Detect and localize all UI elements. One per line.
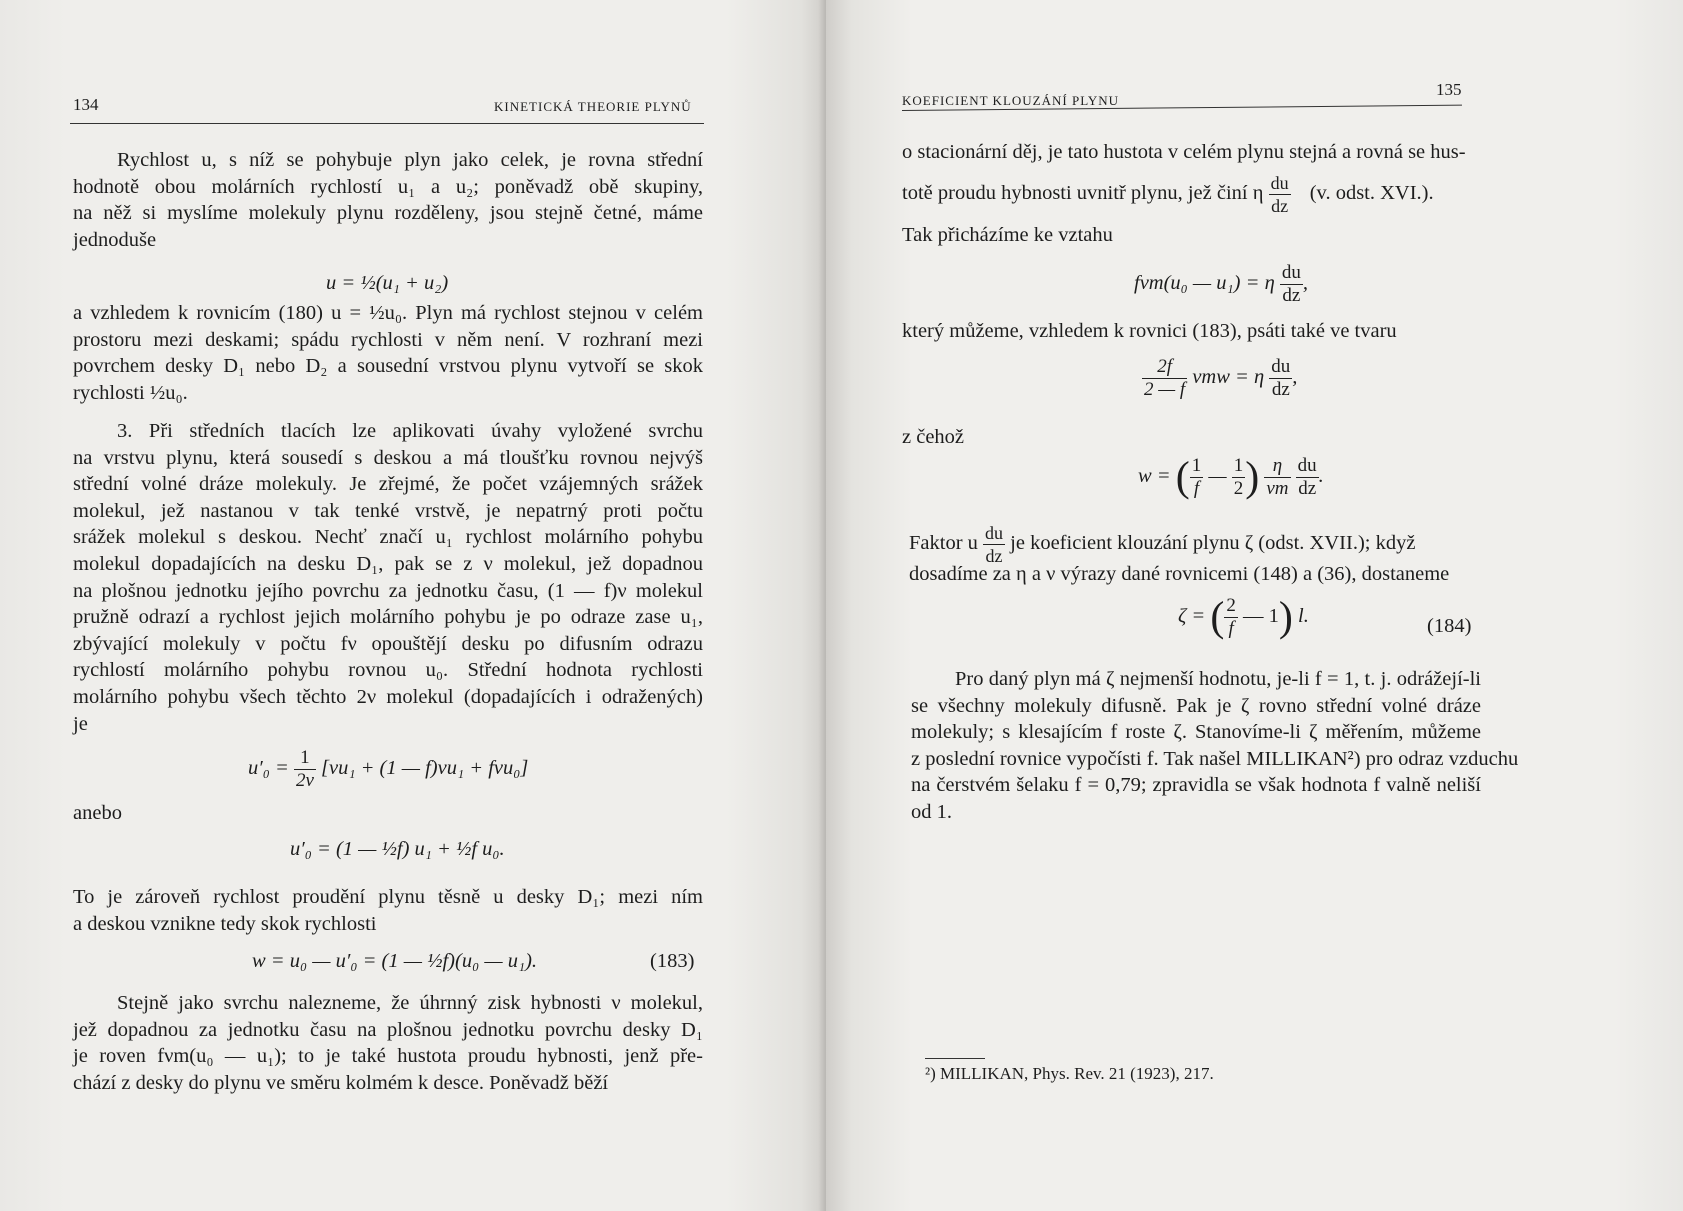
text-line: Stejně jako svrchu nalezneme, že úhrnný zisk hybnosti ν molekul, [117, 992, 703, 1014]
paragraph-velocity-jump [73, 300, 703, 406]
page-number-right: 135 [1436, 80, 1462, 99]
r-line-1: o stacionární děj, je tato hustota v celém plynu stejná a rovná se hus- [902, 141, 1466, 163]
text-line: chází z desky do plynu ve směru kolmém k desce. Poněvadž běží [73, 1071, 609, 1094]
footnote-rule [925, 1058, 985, 1059]
paragraph-3-middle-pressures [73, 418, 703, 737]
text-line: na něž si myslíme molekuly plynu rozděleny, jsou stejně četné, máme [73, 202, 703, 225]
anebo-label: anebo [73, 802, 122, 824]
equation-momentum-flux: fνm(u₀ — u₁) = η $\frac{du}{dz}$ , [1134, 262, 1308, 306]
text-line: rychlosti ½u₀. [73, 381, 188, 404]
page-number-left: 134 [73, 95, 99, 114]
running-head-left: KINETICKÁ THEORIE PLYNŮ [494, 99, 692, 114]
equation-zeta: ζ = ( $\frac{2}{f}$ — 1) l. [1178, 594, 1309, 641]
equation-w-solution: w = ( $\frac{1}{f}$ — $\frac{1}{2}$ ) $\frac{\eta}{\nu m}$ $\frac{du}{dz}$ . [1138, 454, 1324, 501]
left-page [0, 0, 826, 1211]
header-rule-left [70, 123, 704, 124]
paragraph-velocity-jump-2 [73, 884, 703, 937]
text-line: z poslední rovnice vypočísti f. Tak našel MILLIKAN²) pro odraz vzduchu [911, 747, 1519, 770]
equation-number-183: (183) [650, 950, 695, 972]
text-line: od 1. [911, 800, 952, 823]
text-line: Pro daný plyn má ζ nejmenší hodnotu, je-li f = 1, t. j. odrážejí-li [955, 668, 1481, 690]
paragraph-momentum [73, 990, 703, 1096]
text-line: je [73, 712, 88, 735]
equation-w: w = u₀ — u′₀ = (1 — ½f)(u₀ — u₁). [252, 950, 538, 972]
equation-u0-prime: u′₀ = $\frac{1}{2\nu}$ [νu₁ + (1 — f)νu₁ + fνu₀] [248, 747, 529, 791]
text-line: molekuly; s klesajícím f roste ζ. Stanovíme-li ζ měřením, můžeme [911, 721, 1481, 744]
text-line: a deskou vznikne tedy skok rychlosti [73, 912, 377, 935]
text-line: rychlostí molárního pohybu rovnou u₀. Střední hodnota rychlosti [73, 659, 703, 682]
text-line: To je zároveň rychlost proudění plynu těsně u desky D₁; mezi ním [73, 886, 703, 908]
text-line: jež dopadnou za jednotku času na plošnou jednotku povrchu desky D₁ [73, 1018, 703, 1041]
r-line-2: totě proudu hybnosti uvnitř plynu, jež činí η $\frac{du}{dz}$ (v. odst. XVI.). [902, 173, 1434, 216]
text-line: hodnotě obou molárních rychlostí u₁ a u₂; poněvadž obě skupiny, [73, 175, 703, 198]
equation-u: u = ½(u₁ + u₂) [326, 272, 449, 294]
text-line: jednoduše [73, 228, 157, 251]
r-line-6: Faktor u $\frac{du}{dz}$ je koeficient klouzání plynu ζ (odst. XVII.); když [909, 523, 1416, 566]
text-line: molekul dopadajících na desku D₁, pak se z ν molekul, jež dopadnou [73, 552, 703, 575]
text-line: povrchem desky D₁ nebo D₂ a sousední vrstvou plynu vytvoří se skok [73, 355, 703, 378]
r-line-7: dosadíme za η a ν výrazy dané rovnicemi (148) a (36), dostaneme [909, 563, 1450, 585]
right-page [826, 0, 1683, 1211]
text-line: na plošnou jednotku jejího povrchu za jednotku času, (1 — f)ν molekul [73, 579, 703, 602]
text-line: Rychlost u, s níž se pohybuje plyn jako celek, je rovna střední [117, 149, 703, 171]
text-line: na čerstvém šelaku f = 0,79; zpravidla se však hodnota f valně neliší [911, 774, 1481, 797]
footnote-millikan: ²) MILLIKAN, Phys. Rev. 21 (1923), 217. [925, 1064, 1214, 1083]
text-line: prostoru mezi deskami; spádu rychlosti v něm není. V rozhraní mezi [73, 328, 703, 351]
text-line: střední volné dráze molekuly. Je zřejmé, že počet vzájemných srážek [73, 473, 703, 496]
text-line: molekul, jež nastanou v tak tenké vrstvě, je nepatrný proti počtu [73, 499, 703, 522]
text-line: se všechny molekuly difusně. Pak je ζ rovno střední volné dráze [911, 694, 1481, 717]
running-head-right: KOEFICIENT KLOUZÁNÍ PLYNU [902, 93, 1119, 108]
text-line: molárního pohybu všech těchto 2ν molekul (dopadajících i odražených) [73, 685, 703, 708]
text-line: a vzhledem k rovnicím (180) u = ½u₀. Plyn má rychlost stejnou v celém [73, 302, 703, 324]
text-line: 3. Při středních tlacích lze aplikovati úvahy vyložené svrchu [117, 420, 703, 442]
text-line: je roven fνm(u₀ — u₁); to je také hustota proudu hybnosti, jenž pře- [73, 1045, 703, 1068]
equation-2f: $\frac{2f}{2 — f}$ νmw = η $\frac{du}{dz}$ , [1144, 356, 1298, 400]
text-line: zbývající molekuly v počtu fν opouštějí desku po difusním odrazu [73, 632, 703, 655]
text-line: pružně odrazí a rychlost jejich molárního pohybu je po odraze zase u₁, [73, 606, 703, 629]
r-line-5: z čehož [902, 426, 965, 448]
paragraph-velocity-mean [73, 147, 703, 253]
text-line: srážek molekul s deskou. Nechť značí u₁ rychlost molárního pohybu [73, 526, 703, 549]
text-line: na vrstvu plynu, která sousedí s deskou a má tloušťku rovnou nejvýš [73, 446, 703, 469]
equation-number-184: (184) [1427, 615, 1472, 637]
equation-u0-prime-simplified: u′₀ = (1 — ½f) u₁ + ½f u₀. [290, 838, 505, 860]
paragraph-millikan [911, 666, 1519, 826]
r-line-4: který můžeme, vzhledem k rovnici (183), psáti také ve tvaru [902, 320, 1397, 342]
r-line-3: Tak přicházíme ke vztahu [902, 224, 1113, 246]
